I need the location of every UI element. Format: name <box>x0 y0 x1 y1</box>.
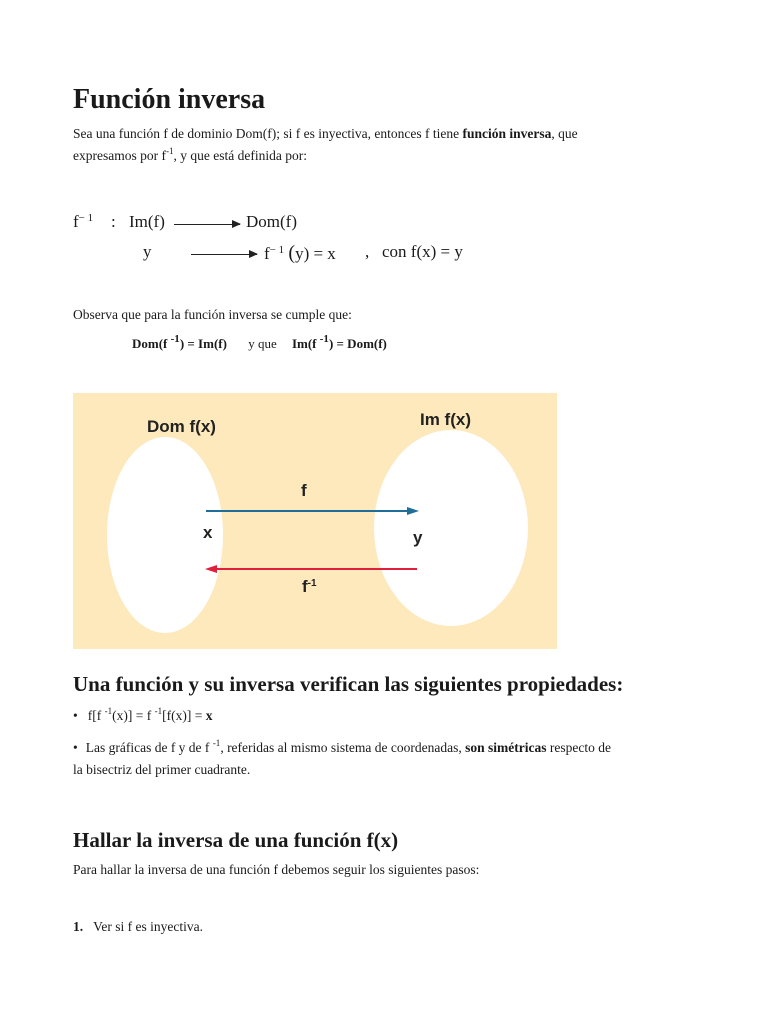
definition-formula <box>73 206 573 276</box>
find-heading: Hallar la inversa de una función f(x) <box>73 828 399 852</box>
properties-heading: Una función y su inversa verifican las siguientes propiedades: <box>73 672 624 696</box>
page-title: Función inversa <box>73 84 266 115</box>
step-1: 1. Ver si f es inyectiva. <box>73 919 203 934</box>
dom-label: Dom f(x) <box>147 417 216 436</box>
intro-line-2: expresamos por $f^{-1}$, y que está definida por: <box>73 146 307 163</box>
def-comma: , <box>365 242 370 261</box>
property-item-1: • f[f $^{-1}$(x)] = f $^{-1}$[f(x)] = x <box>73 706 213 723</box>
def-condition: con f(x) = y <box>382 242 463 261</box>
property-item-2: • Las gráficas de f y de f $^{-1}$, referidas al mismo sistema de coordenadas, son simétricas respecto de la bisectriz del primer cuadrante. <box>73 738 611 777</box>
def-image: Im(f) <box>129 212 165 231</box>
image-ellipse <box>374 430 528 626</box>
def-y: y <box>143 242 152 261</box>
def-f: $f^{- 1}$ <box>73 212 94 231</box>
diagram-svg <box>73 393 557 649</box>
x-label: x <box>203 523 213 542</box>
intro-line-1: Sea una función f de dominio Dom(f); si f es inyectiva, entonces f tiene función inversa, que <box>73 126 578 141</box>
identity-formula: Dom(f $^{-1}$) = Im(f) y que Im(f $^{-1}$) = Dom(f) <box>132 333 387 351</box>
intro-paragraph <box>73 123 713 167</box>
find-text: Para hallar la inversa de una función f debemos seguir los siguientes pasos: <box>73 862 480 877</box>
arrow-right-icon <box>174 224 240 225</box>
def-colon: : <box>111 212 116 231</box>
domain-image-diagram <box>73 393 557 649</box>
im-label: Im f(x) <box>420 410 471 429</box>
f-label: f <box>301 481 307 500</box>
y-label: y <box>413 528 423 547</box>
arrow-right-icon <box>191 254 257 255</box>
def-domain: Dom(f) <box>246 212 297 231</box>
finv-label: $f^{-1}$ <box>302 577 317 596</box>
observe-text: Observa que para la función inversa se cumple que: <box>73 307 352 322</box>
def-map: $f^{- 1}$ (y) = x <box>264 242 336 264</box>
